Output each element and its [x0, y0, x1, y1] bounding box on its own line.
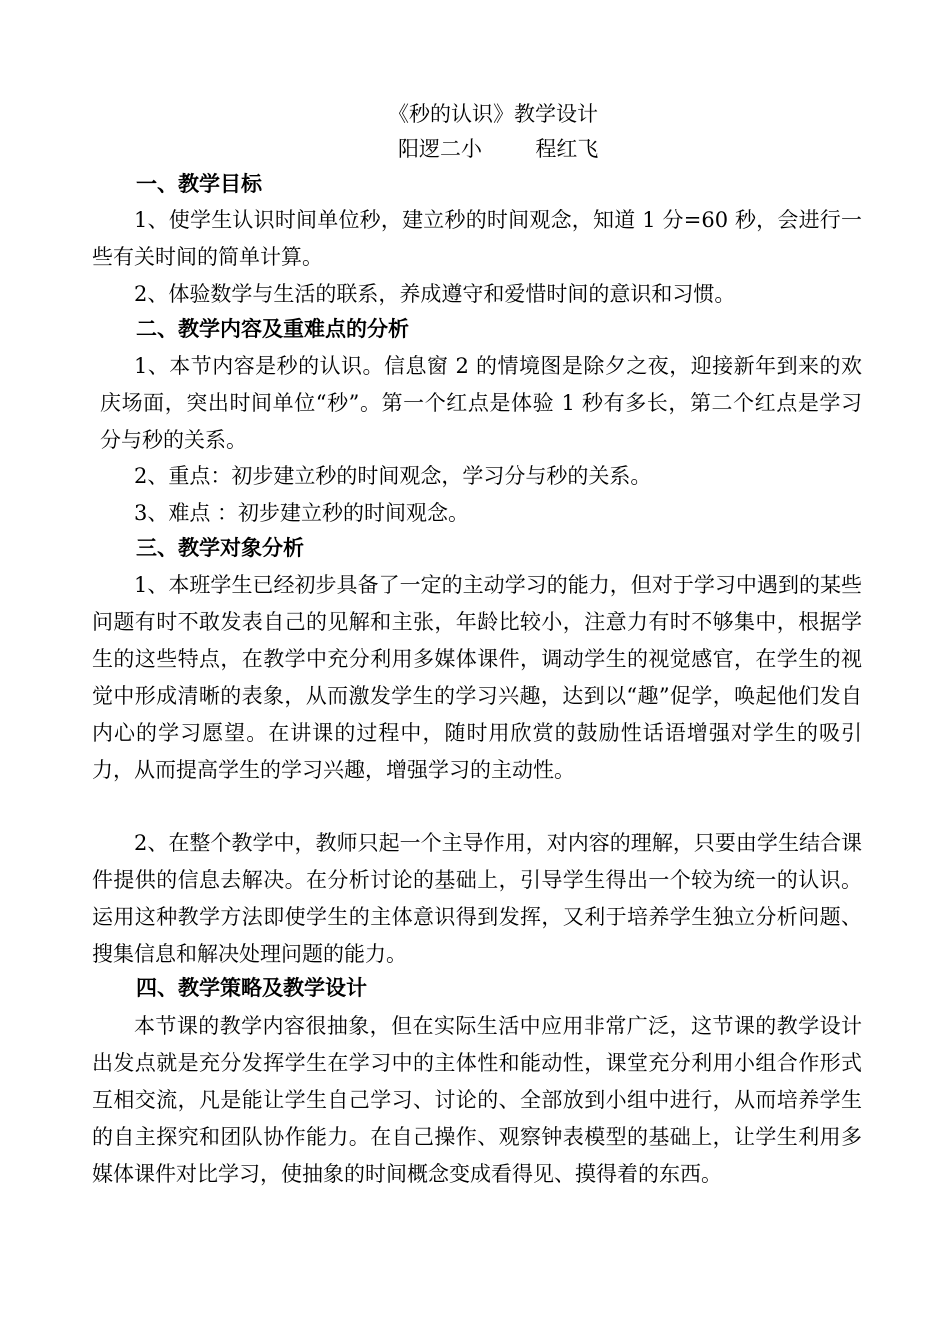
section-heading: 二、教学内容及重难点的分析	[136, 317, 409, 341]
paragraph: 2、重点：初步建立秒的时间观念，学习分与秒的关系。	[134, 464, 652, 488]
section-heading: 一、教学目标	[136, 172, 262, 196]
section-heading: 四、教学策略及教学设计	[136, 976, 367, 1000]
paragraph: 1、使学生认识时间单位秒，建立秒的时间观念，知道 1 分=60 秒，会进行一些有关时间的简单计算。	[92, 208, 862, 269]
document-author: 阳逻二小 程红飞	[398, 137, 599, 161]
paragraph: 2、在整个教学中，教师只起一个主导作用，对内容的理解，只要由学生结合课件提供的信息去解决。在分析讨论的基础上，引导学生得出一个较为统一的认识。运用这种教学方法即使学生的主体意识得到发挥，又利于培养学生独立分析问题、搜集信息和解决处理问题的能力。	[92, 831, 862, 966]
paragraph: 2、体验数学与生活的联系，养成遵守和爱惜时间的意识和习惯。	[134, 282, 736, 306]
document-title: 《秒的认识》教学设计	[388, 102, 598, 126]
paragraph: 本节课的教学内容很抽象，但在实际生活中应用非常广泛，这节课的教学设计出发点就是充分发挥学生在学习中的主体性和能动性，课堂充分利用小组合作形式互相交流，凡是能让学生自己学习、讨论的、全部放到小组中进行，从而培养学生的自主探究和团队协作能力。在自己操作、观察钟表模型的基础上，让学生利用多媒体课件对比学习，使抽象的时间概念变成看得见、摸得着的东西。	[92, 1014, 862, 1186]
paragraph: 3、难点 ：初步建立秒的时间观念。	[134, 501, 470, 525]
paragraph: 1、本班学生已经初步具备了一定的主动学习的能力，但对于学习中遇到的某些问题有时不敢发表自己的见解和主张，年龄比较小，注意力有时不够集中，根据学生的这些特点，在教学中充分利用多媒体课件，调动学生的视觉感官，在学生的视觉中形成清晰的表象，从而激发学生的学习兴趣，达到以“趣”促学，唤起他们发自内心的学习愿望。在讲课的过程中，随时用欣赏的鼓励性话语增强对学生的吸引力，从而提高学生的学习兴趣，增强学习的主动性。	[92, 573, 862, 782]
section-heading: 三、教学对象分析	[136, 536, 304, 560]
paragraph: 1、本节内容是秒的认识。信息窗 2 的情境图是除夕之夜，迎接新年到来的欢庆场面，突出时间单位“秒”。第一个红点是体验 1 秒有多长，第二个红点是学习分与秒的关系。	[100, 354, 862, 452]
